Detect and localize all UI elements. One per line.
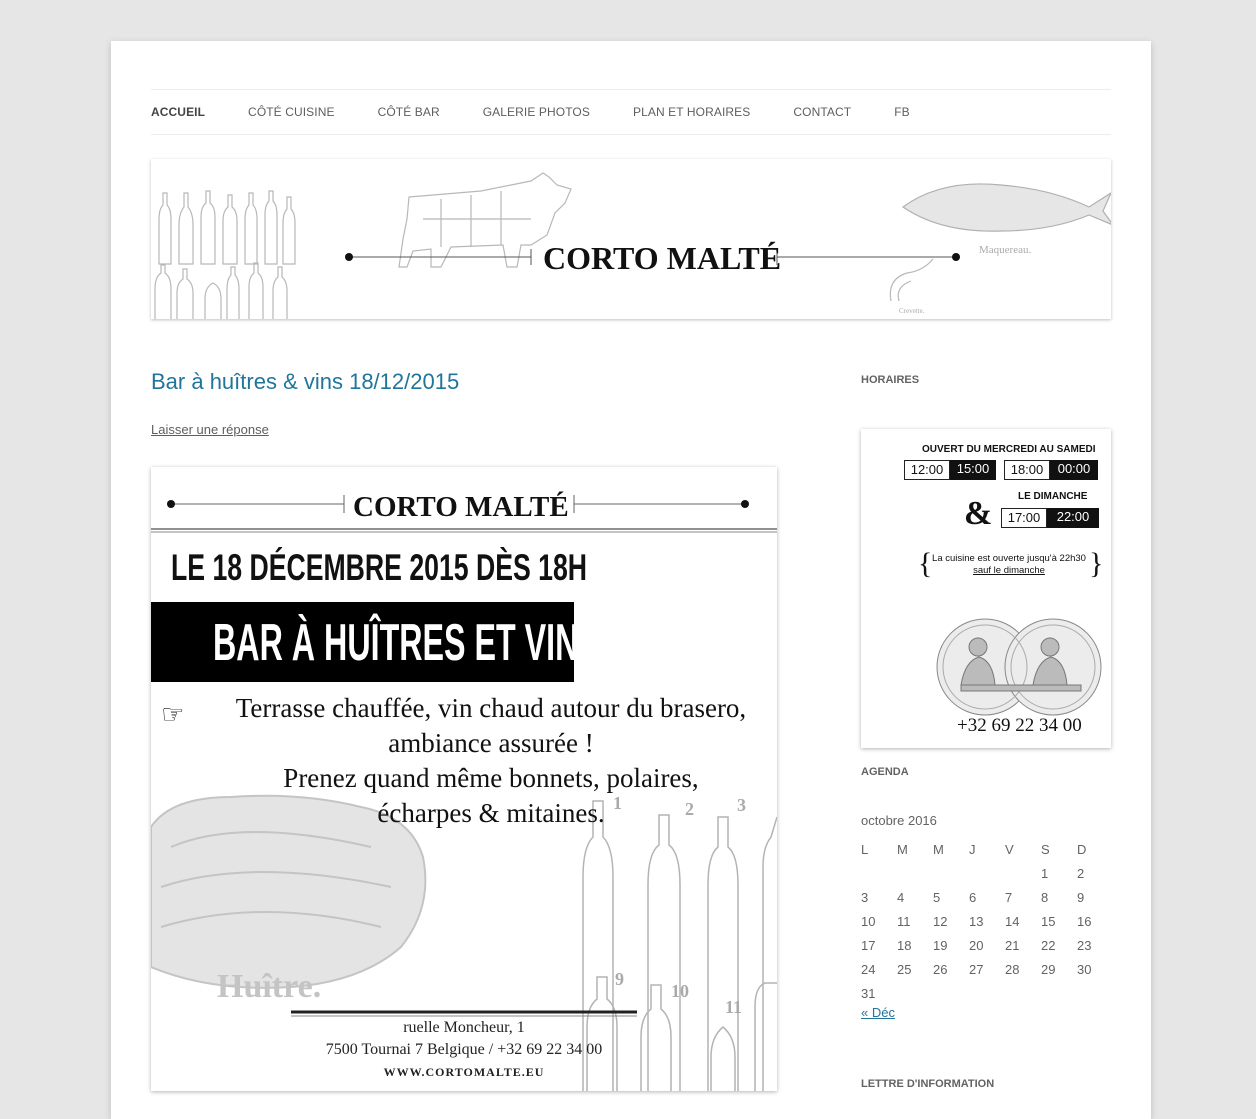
calendar-day xyxy=(969,981,1005,1005)
poster-address-street: ruelle Moncheur, 1 xyxy=(403,1019,525,1036)
nav-item-contact[interactable]: CONTACT xyxy=(793,105,852,119)
svg-text:3: 3 xyxy=(737,795,746,815)
slot-open-time: 18:00 xyxy=(1004,460,1050,480)
calendar-table xyxy=(861,837,1113,1005)
calendar-week-row xyxy=(861,909,1113,933)
poster-headline: BAR À HUÎTRES ET VINS xyxy=(213,614,600,672)
calendar-caption: octobre 2016 xyxy=(861,813,937,828)
calendar-weekday-header: D xyxy=(1077,841,1087,857)
calendar-day: 23 xyxy=(1077,937,1092,953)
event-poster[interactable] xyxy=(151,467,777,1091)
banner-shrimp-caption: Crevette. xyxy=(899,307,925,315)
calendar-weekday-header: V xyxy=(1005,841,1014,857)
banner-illustration xyxy=(151,159,1111,319)
calendar-day: 8 xyxy=(1041,889,1049,905)
calendar-day: 19 xyxy=(933,937,948,953)
calendar-week-row xyxy=(861,957,1113,981)
post-title: Bar à huîtres & vins 18/12/2015 xyxy=(151,369,460,394)
calendar-day: 14 xyxy=(1005,913,1020,929)
sunday-hours-title: LE DIMANCHE xyxy=(1018,491,1088,502)
nav-item-plan-horaires[interactable]: PLAN ET HORAIRES xyxy=(632,105,751,119)
nav-item-fb[interactable]: FB xyxy=(894,105,910,119)
poster-description xyxy=(211,691,771,831)
banner-logo: CORTO MALTÉ xyxy=(543,240,782,276)
calendar-body xyxy=(861,861,1113,1005)
poster-logo: CORTO MALTÉ xyxy=(353,491,569,523)
nav-item-cote-cuisine[interactable]: CÔTÉ CUISINE xyxy=(248,105,335,119)
calendar-day: 25 xyxy=(897,961,912,977)
slot-close-time: 15:00 xyxy=(950,460,996,480)
poster-text-line: ambiance assurée ! xyxy=(388,728,594,758)
slot-close-time: 22:00 xyxy=(1047,508,1099,528)
calendar-day: 18 xyxy=(897,937,912,953)
calendar-day: 13 xyxy=(969,913,984,929)
calendar-weekday-header: M xyxy=(933,841,944,857)
page xyxy=(111,41,1151,1119)
calendar-day: 22 xyxy=(1041,937,1056,953)
leave-reply-link[interactable]: Laisser une réponse xyxy=(151,422,269,437)
calendar-day: 4 xyxy=(897,889,905,905)
poster-website: WWW.CORTOMALTE.EU xyxy=(383,1065,545,1079)
poster-text-line: écharpes & mitaines. xyxy=(377,798,605,828)
hours-widget[interactable] xyxy=(861,429,1111,748)
pointing-hand-icon: ☞ xyxy=(161,699,185,729)
calendar-day xyxy=(897,861,933,885)
weekday-hours-title: OUVERT DU MERCREDI AU SAMEDI xyxy=(922,444,1096,455)
calendar-week-row xyxy=(861,933,1113,957)
agenda-widget-title: AGENDA xyxy=(861,766,909,778)
slot-open-time: 12:00 xyxy=(904,460,950,480)
poster-date-line: LE 18 DÉCEMBRE 2015 DÈS 18H xyxy=(171,547,588,588)
calendar-day: 7 xyxy=(1005,889,1013,905)
calendar-day: 30 xyxy=(1077,961,1092,977)
calendar-weekday-header: S xyxy=(1041,841,1050,857)
calendar-day xyxy=(1005,861,1041,885)
svg-text:11: 11 xyxy=(725,997,743,1017)
calendar-day: 16 xyxy=(1077,913,1092,929)
calendar-day: 26 xyxy=(933,961,948,977)
calendar-day xyxy=(969,861,1005,885)
calendar-day: 21 xyxy=(1005,937,1020,953)
calendar-day: 27 xyxy=(969,961,984,977)
calendar-week-row xyxy=(861,861,1113,885)
oyster-caption: Huître. xyxy=(217,968,322,1005)
calendar-day: 1 xyxy=(1041,865,1049,881)
calendar-day xyxy=(933,861,969,885)
slot-close-time: 00:00 xyxy=(1050,460,1098,480)
calendar-day: 28 xyxy=(1005,961,1020,977)
calendar-week-row xyxy=(861,885,1113,909)
calendar-day: 5 xyxy=(933,889,941,905)
calendar-day xyxy=(1077,981,1113,1005)
ampersand: & xyxy=(964,495,993,532)
calendar-day: 2 xyxy=(1077,865,1085,881)
kitchen-note-line: La cuisine est ouverte jusqu'à 22h30 xyxy=(932,553,1086,564)
brace-right: } xyxy=(1089,547,1104,580)
calendar-day: 3 xyxy=(861,889,869,905)
calendar-header-row xyxy=(861,837,1113,861)
calendar-day: 6 xyxy=(969,889,977,905)
calendar-day: 9 xyxy=(1077,889,1085,905)
calendar-day: 20 xyxy=(969,937,984,953)
newsletter-widget-title: LETTRE D'INFORMATION xyxy=(861,1078,995,1090)
svg-text:10: 10 xyxy=(671,981,689,1001)
nav-item-galerie-photos[interactable]: GALERIE PHOTOS xyxy=(482,105,590,119)
calendar-day: 31 xyxy=(861,985,876,1001)
calendar-day xyxy=(897,981,933,1005)
calendar-day xyxy=(1005,981,1041,1005)
svg-text:1: 1 xyxy=(613,793,622,813)
header-banner[interactable] xyxy=(151,159,1111,319)
phone-number[interactable]: +32 69 22 34 00 xyxy=(957,715,1082,736)
calendar-day: 12 xyxy=(933,913,948,929)
hours-widget-title: HORAIRES xyxy=(861,374,920,386)
calendar-day: 17 xyxy=(861,937,876,953)
kitchen-note-line: sauf le dimanche xyxy=(973,565,1045,576)
nav-item-cote-bar[interactable]: CÔTÉ BAR xyxy=(377,105,440,119)
calendar-day xyxy=(861,861,897,885)
calendar-day xyxy=(933,981,969,1005)
calendar-day: 15 xyxy=(1041,913,1056,929)
calendar-prev-month-link[interactable]: « Déc xyxy=(861,1005,895,1020)
slot-open-time: 17:00 xyxy=(1001,508,1047,528)
calendar-day xyxy=(1041,981,1077,1005)
banner-fish-caption: Maquereau. xyxy=(979,244,1032,256)
main-navigation xyxy=(151,89,1111,135)
vintage-illustration xyxy=(861,429,1111,748)
calendar-weekday-header: M xyxy=(897,841,908,857)
poster-text-line: Terrasse chauffée, vin chaud autour du brasero, xyxy=(235,693,747,723)
calendar-week-row xyxy=(861,981,1113,1005)
brace-left: { xyxy=(918,547,933,580)
svg-text:9: 9 xyxy=(615,969,624,989)
calendar-day: 10 xyxy=(861,913,876,929)
poster-address-city: 7500 Tournai 7 Belgique / +32 69 22 34 00 xyxy=(325,1041,603,1058)
calendar-weekday-header: J xyxy=(969,841,976,857)
calendar-day: 11 xyxy=(897,913,911,929)
calendar-day: 24 xyxy=(861,961,876,977)
calendar-weekday-header: L xyxy=(861,841,869,857)
calendar-day: 29 xyxy=(1041,961,1056,977)
nav-item-accueil[interactable]: ACCUEIL xyxy=(151,105,206,119)
svg-text:2: 2 xyxy=(685,799,694,819)
poster-text-line: Prenez quand même bonnets, polaires, xyxy=(283,763,699,793)
